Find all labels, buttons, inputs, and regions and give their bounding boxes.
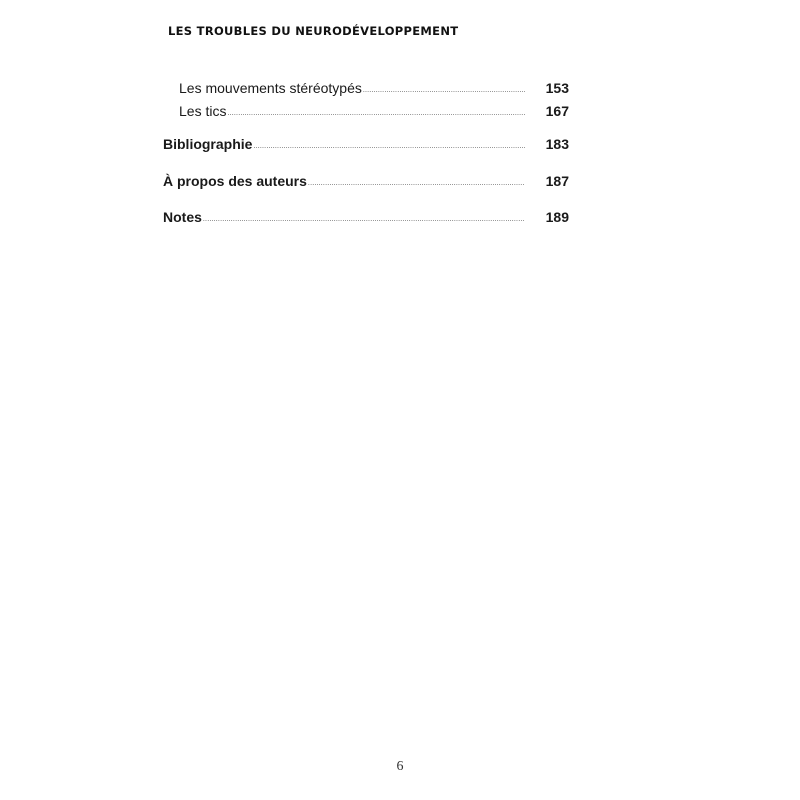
toc-entry[interactable] [163, 80, 569, 96]
toc-entry-title: Les tics [179, 103, 227, 119]
toc-entry-title: À propos des auteurs [163, 173, 307, 189]
toc-entry-page: 167 [545, 103, 569, 119]
toc-entry-page: 189 [545, 209, 569, 225]
toc-entry-page: 183 [545, 136, 569, 152]
toc-entry-title: Notes [163, 209, 202, 225]
dot-leader [203, 210, 525, 222]
toc-entry[interactable] [163, 173, 569, 189]
dot-leader [308, 174, 525, 186]
toc-entry[interactable] [163, 209, 569, 225]
toc-entry[interactable] [163, 136, 569, 152]
running-head: LES TROUBLES DU NEURODÉVELOPPEMENT [168, 24, 459, 38]
toc-entry-title: Les mouvements stéréotypés [179, 80, 362, 96]
toc-entry-page: 153 [545, 80, 569, 96]
toc-entry-page: 187 [545, 173, 569, 189]
dot-leader [253, 137, 525, 149]
toc-entry-title: Bibliographie [163, 136, 253, 152]
dot-leader [363, 81, 525, 93]
page-number: 6 [396, 759, 404, 774]
toc-entry[interactable] [163, 103, 569, 119]
dot-leader [227, 104, 525, 116]
